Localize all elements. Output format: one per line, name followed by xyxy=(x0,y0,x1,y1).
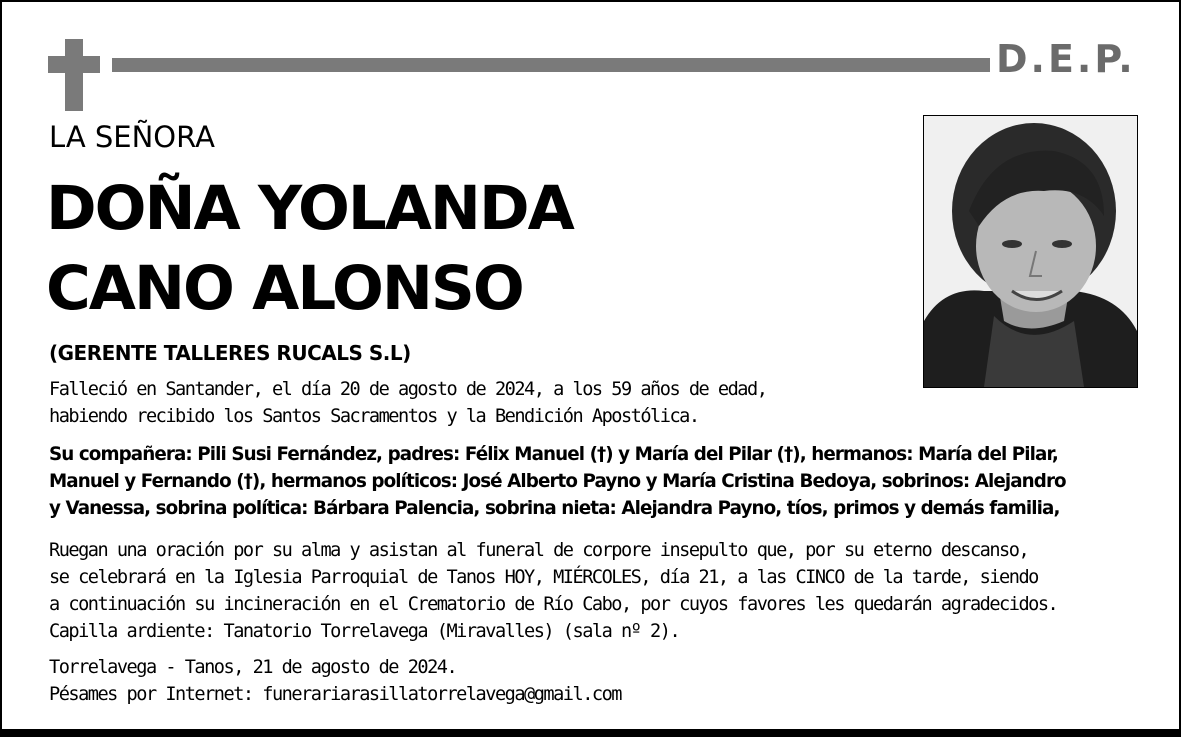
family-line: Su compañera: Pili Susi Fernández, padres: Félix Manuel (†) y María del Pilar (†), hermanos: María del Pilar, xyxy=(49,444,1058,465)
cross-icon xyxy=(48,39,100,111)
header-rule xyxy=(112,58,990,72)
name-line-2: CANO ALONSO xyxy=(46,253,523,324)
name-line-1: DOÑA YOLANDA xyxy=(46,173,573,244)
deceased-role: (GERENTE TALLERES RUCALS S.L) xyxy=(49,341,411,365)
condolences-email: Pésames por Internet: funerariarasillatorrelavega@gmail.com xyxy=(49,684,621,705)
family-line: y Vanessa, sobrina política: Bárbara Palencia, sobrina nieta: Alejandra Payno, tíos, primos y demás familia, xyxy=(49,498,1060,519)
dep-label: D.E.P. xyxy=(996,37,1136,81)
funeral-line: Ruegan una oración por su alma y asistan al funeral de corpore insepulto que, por su eterno descanso, xyxy=(49,540,1029,561)
death-notice-line: habiendo recibido los Santos Sacramentos y la Bendición Apostólica. xyxy=(49,406,699,427)
family-line: Manuel y Fernando (†), hermanos políticos: José Alberto Payno y María Cristina Bedoya, sobrinos: Alejandro xyxy=(49,471,1066,492)
place-date: Torrelavega - Tanos, 21 de agosto de 2024. xyxy=(49,657,457,678)
footer xyxy=(49,654,1129,708)
death-notice xyxy=(49,376,1129,430)
funeral-line: a continuación su incineración en el Crematorio de Río Cabo, por cuyos favores les quedarán agradecidos. xyxy=(49,594,1058,615)
deceased-name xyxy=(46,169,573,329)
death-notice-line: Falleció en Santander, el día 20 de agosto de 2024, a los 59 años de edad, xyxy=(49,379,767,400)
family-list xyxy=(49,441,1119,522)
portrait-photo xyxy=(923,115,1138,388)
title-prefix: LA SEÑORA xyxy=(49,120,215,154)
portrait-photo-drawing xyxy=(924,116,1137,387)
funeral-line: Capilla ardiente: Tanatorio Torrelavega (Miravalles) (sala nº 2). xyxy=(49,621,680,642)
bottom-border xyxy=(2,729,1179,735)
funeral-line: se celebrará en la Iglesia Parroquial de Tanos HOY, MIÉRCOLES, día 21, a las CINCO de la tarde, siendo xyxy=(49,567,1038,588)
funeral-details xyxy=(49,537,1129,645)
